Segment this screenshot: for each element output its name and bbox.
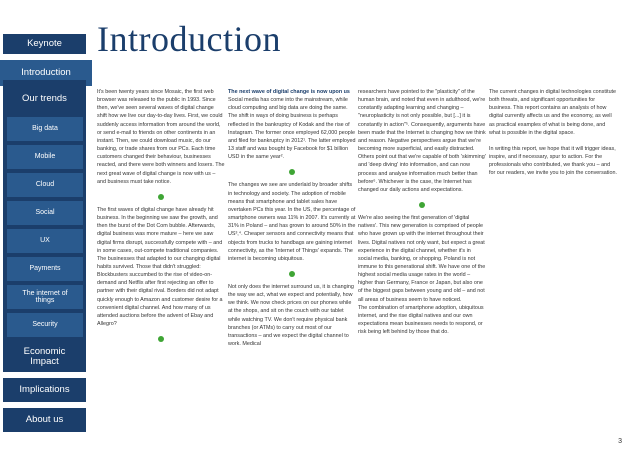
page-number: 3 bbox=[618, 438, 622, 445]
paragraph: In writing this report, we hope that it will trigger ideas, inspire, and if necessary, spur to action. For the professionals who contributed, we thank you – and for our readers, we invite you to join the conversation. bbox=[489, 145, 617, 177]
nav-our-trends[interactable]: Our trends bbox=[3, 86, 86, 112]
bullet-dot bbox=[158, 194, 164, 200]
paragraph: It's been twenty years since Mosaic, the first web browser was released to the public in 1993. Since then, we've seen several waves of digital change shift how we live our day-to-day lives. First, we could suddenly access information from around the world, or send e-mail to friends on other continents in an instant. Then, we could download music, do our banking, or trade shares from our PCs. Each time customers changed their behaviour, businesses reacted, and there were both winners and losers. The next great wave of digital change is now with us – and business must take notice. bbox=[97, 89, 225, 185]
paragraph: The current changes in digital technologies constitute both threats, and significant opportunities for business. This report contains an analysis of how digital currently affects us and the economy, as well as practical examples of what is being done, and what is possible in the digital space. bbox=[489, 89, 617, 136]
paragraph: The first waves of digital change have already hit business. In the beginning we saw the growth, and then the burst of the Dot Com bubble. Afterwards, digital business was more mature – here we saw digital firms disrupt, successfully compete with – and in some cases, out-compete traditional companies. The businesses that adapted to our changing digital habits survived. Those that didn't struggled: Blockbusters succumbed to the rise of video-on-demand and Netflix after first rejecting an offer to partner with their digital rival. Borders did not adapt quickly enough to Amazon and customer desire for a convenient digital channel. And how many of us attended auctions before the advent of Ebay and Allegro? bbox=[97, 206, 223, 328]
paragraph: researchers have pointed to the "plasticity" of the human brain, and noted that even in adulthood, we're constantly adapting learning and changing – "neuroplasticity is not only possible, but [...] it is constantly in action"⁵. Consequently, arguments have been made that the Internet is changing how we think and reason. Negative perspectives argue that we're becoming more superficial, and easily distracted. Others point out that we're capable of both 'skimming' and 'deep diving' into information, and can now process and analyse information much better than before⁶. Whichever is the case, the Internet has changed our daily actions and expectations. bbox=[358, 89, 486, 193]
paragraph: Social media has come into the mainstream, while cloud computing and big data are doing the same. The shift in ways of doing business is perhaps reflected in the bankruptcy of Kodak and the rise of Instagram. The former once employed 62,000 people and filed for bankruptcy in 2012¹. The latter employed 13 staff and was bought by Facebook for $1 billion USD in the same year². bbox=[228, 97, 356, 161]
nav-keynote[interactable]: Keynote bbox=[3, 34, 86, 54]
nav-about-us[interactable]: About us bbox=[3, 408, 86, 432]
nav-social[interactable]: Social bbox=[7, 201, 83, 225]
paragraph: The changes we see are underlaid by broader shifts in technology and society. The adoption of mobile means that smartphone and tablet sales have overtaken PCs this year. In the US, the percentage of smartphone owners was 11% in 2007. It's currently at 31% in Poland – and has grown to around 50% in the US³,⁴. Cheaper sensors and connectivity means that objects from trucks to handbags are gaining internet connectivity, as the 'Internet of Things' expands. The internet is becoming ubiquitous. bbox=[228, 182, 356, 262]
nav-payments[interactable]: Payments bbox=[7, 257, 83, 281]
nav-mobile[interactable]: Mobile bbox=[7, 145, 83, 169]
sidebar-nav bbox=[0, 0, 92, 452]
paragraph: The combination of smartphone adoption, ubiquitous internet, and the rise digital natives and our own expectations mean businesses needs to respond, or risk being left behind by those that do. bbox=[358, 304, 484, 336]
nav-big-data[interactable]: Big data bbox=[7, 117, 83, 141]
bullet-dot bbox=[289, 169, 295, 175]
bullet-dot bbox=[158, 336, 164, 342]
paragraph: Not only does the internet surround us, it is changing the way we act, what we expect and potentially, how we think. We now check prices on our phones while at the shops, and sit on the couch with our tablet while watching TV. We don't require physical bank branches (or ATMs) to carry out most of our transactions – and we expect the digital channel to work. Medical bbox=[228, 283, 354, 348]
nav-internet-of-things[interactable]: The internet of things bbox=[7, 285, 83, 309]
bullet-dot bbox=[289, 271, 295, 277]
nav-cloud[interactable]: Cloud bbox=[7, 173, 83, 197]
nav-implications[interactable]: Implications bbox=[3, 378, 86, 402]
nav-economic-impact[interactable]: Economic Impact bbox=[3, 342, 86, 372]
nav-introduction[interactable]: Introduction bbox=[0, 60, 92, 86]
text-column-1 bbox=[97, 88, 225, 348]
page-title: Introduction bbox=[97, 19, 281, 59]
bullet-dot bbox=[419, 202, 425, 208]
nav-security[interactable]: Security bbox=[7, 313, 83, 337]
text-column-3 bbox=[358, 88, 486, 344]
paragraph-lead: The next wave of digital change is now upon us bbox=[228, 89, 350, 95]
paragraph: We're also seeing the first generation of 'digital natives'. This new generation is comprised of people who have grown up with the internet throughout their lives. Digital natives not only want, but expect a great experience in the digital channel, whether it's in social media, banking, or shopping. Poland is not immune to this generational shift. We have one of the highest social media usage rates in the world – higher than Germany, France or Japan, but also one of the biggest gaps between young and old – and not all areas of business seem to have noticed. bbox=[358, 215, 486, 303]
text-column-2 bbox=[228, 88, 356, 356]
text-column-4 bbox=[489, 88, 617, 186]
nav-ux[interactable]: UX bbox=[7, 229, 83, 253]
